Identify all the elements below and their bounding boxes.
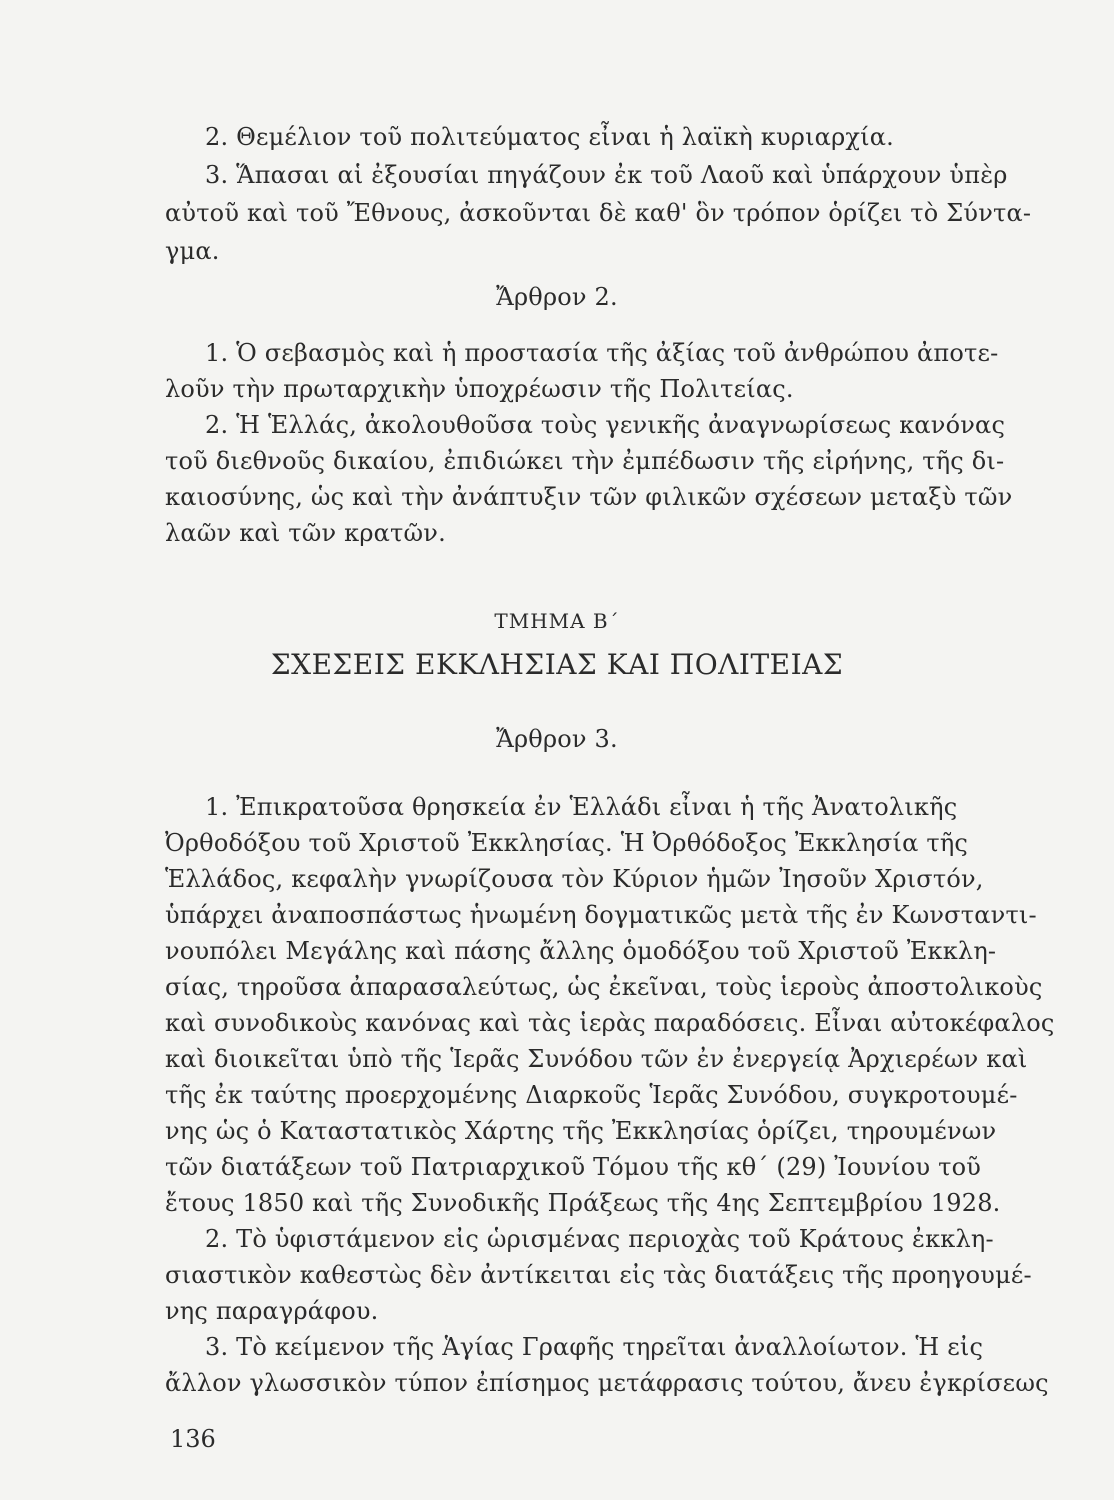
text-line: τοῦ διεθνοῦς δικαίου, ἐπιδιώκει τὴν ἐμπέδωσιν τῆς εἰρήνης, τῆς δι- bbox=[165, 447, 1005, 475]
text-line: ἄλλον γλωσσικὸν τύπον ἐπίσημος μετάφρασις τούτου, ἄνευ ἐγκρίσεως bbox=[165, 1369, 1049, 1397]
text-line: τῶν διατάξεων τοῦ Πατριαρχικοῦ Τόμου τῆς κθ΄ (29) Ἰουνίου τοῦ bbox=[165, 1153, 982, 1181]
text-line: λοῦν τὴν πρωταρχικὴν ὑποχρέωσιν τῆς Πολιτείας. bbox=[165, 375, 794, 403]
text-line: νης παραγράφου. bbox=[165, 1297, 379, 1325]
text-line: γμα. bbox=[165, 237, 220, 265]
article-3-heading: Ἄρθρον 3. bbox=[496, 725, 618, 753]
text-line: 3. Τὸ κείμενον τῆς Ἁγίας Γραφῆς τηρεῖται ἀναλλοίωτον. Ἡ εἰς bbox=[205, 1333, 984, 1361]
text-line: ἔτους 1850 καὶ τῆς Συνοδικῆς Πράξεως τῆς 4ης Σεπτεμβρίου 1928. bbox=[165, 1189, 1001, 1217]
text-line: καιοσύνης, ὡς καὶ τὴν ἀνάπτυξιν τῶν φιλικῶν σχέσεων μεταξὺ τῶν bbox=[165, 483, 1013, 511]
section-label: ΤΜΗΜΑ Β΄ bbox=[494, 609, 620, 633]
text-line: αὐτοῦ καὶ τοῦ Ἔθνους, ἀσκοῦνται δὲ καθ' ὃν τρόπον ὁρίζει τὸ Σύντα- bbox=[165, 199, 1032, 227]
article-2-heading: Ἄρθρον 2. bbox=[496, 283, 618, 311]
text-line: 2. Τὸ ὑφιστάμενον εἰς ὡρισμένας περιοχὰς τοῦ Κράτους ἐκκλη- bbox=[205, 1225, 994, 1253]
text-line: ὑπάρχει ἀναποσπάστως ἡνωμένη δογματικῶς μετὰ τῆς ἐν Κωνσταντι- bbox=[165, 901, 1037, 929]
text-line: σιαστικὸν καθεστὼς δὲν ἀντίκειται εἰς τὰς διατάξεις τῆς προηγουμέ- bbox=[165, 1261, 1032, 1289]
text-line: καὶ διοικεῖται ὑπὸ τῆς Ἱερᾶς Συνόδου τῶν ἐν ἐνεργείᾳ Ἀρχιερέων καὶ bbox=[165, 1045, 1028, 1073]
text-line: 1. Ὁ σεβασμὸς καὶ ἡ προστασία τῆς ἀξίας τοῦ ἀνθρώπου ἀποτε- bbox=[205, 339, 999, 367]
text-line: 1. Ἐπικρατοῦσα θρησκεία ἐν Ἑλλάδι εἶναι ἡ τῆς Ἀνατολικῆς bbox=[205, 793, 958, 821]
text-line: νης ὡς ὁ Καταστατικὸς Χάρτης τῆς Ἐκκλησίας ὁρίζει, τηρουμένων bbox=[165, 1117, 997, 1145]
text-line: Ὀρθοδόξου τοῦ Χριστοῦ Ἐκκλησίας. Ἡ Ὀρθόδοξος Ἐκκλησία τῆς bbox=[165, 829, 969, 857]
text-line: σίας, τηροῦσα ἀπαρασαλεύτως, ὡς ἐκεῖναι, τοὺς ἱεροὺς ἀποστολικοὺς bbox=[165, 973, 1043, 1001]
text-line: τῆς ἐκ ταύτης προερχομένης Διαρκοῦς Ἱερᾶς Συνόδου, συγκροτουμέ- bbox=[165, 1081, 1018, 1109]
text-line: νουπόλει Μεγάλης καὶ πάσης ἄλλης ὁμοδόξου τοῦ Χριστοῦ Ἐκκλη- bbox=[165, 937, 997, 965]
page-number: 136 bbox=[170, 1425, 216, 1453]
text-line: καὶ συνοδικοὺς κανόνας καὶ τὰς ἱερὰς παραδόσεις. Εἶναι αὐτοκέφαλος bbox=[165, 1009, 1055, 1037]
text-line: 3. Ἅπασαι αἱ ἐξουσίαι πηγάζουν ἐκ τοῦ Λαοῦ καὶ ὑπάρχουν ὑπὲρ bbox=[205, 161, 1008, 189]
text-line: 2. Ἡ Ἑλλάς, ἀκολουθοῦσα τοὺς γενικῆς ἀναγνωρίσεως κανόνας bbox=[205, 411, 1006, 439]
text-line: Ἑλλάδος, κεφαλὴν γνωρίζουσα τὸν Κύριον ἡμῶν Ἰησοῦν Χριστόν, bbox=[165, 865, 984, 893]
section-title: ΣΧΕΣΕΙΣ ΕΚΚΛΗΣΙΑΣ ΚΑΙ ΠΟΛΙΤΕΙΑΣ bbox=[270, 648, 844, 681]
text-line: 2. Θεμέλιον τοῦ πολιτεύματος εἶναι ἡ λαϊκὴ κυριαρχία. bbox=[205, 123, 894, 151]
text-line: λαῶν καὶ τῶν κρατῶν. bbox=[165, 519, 446, 547]
